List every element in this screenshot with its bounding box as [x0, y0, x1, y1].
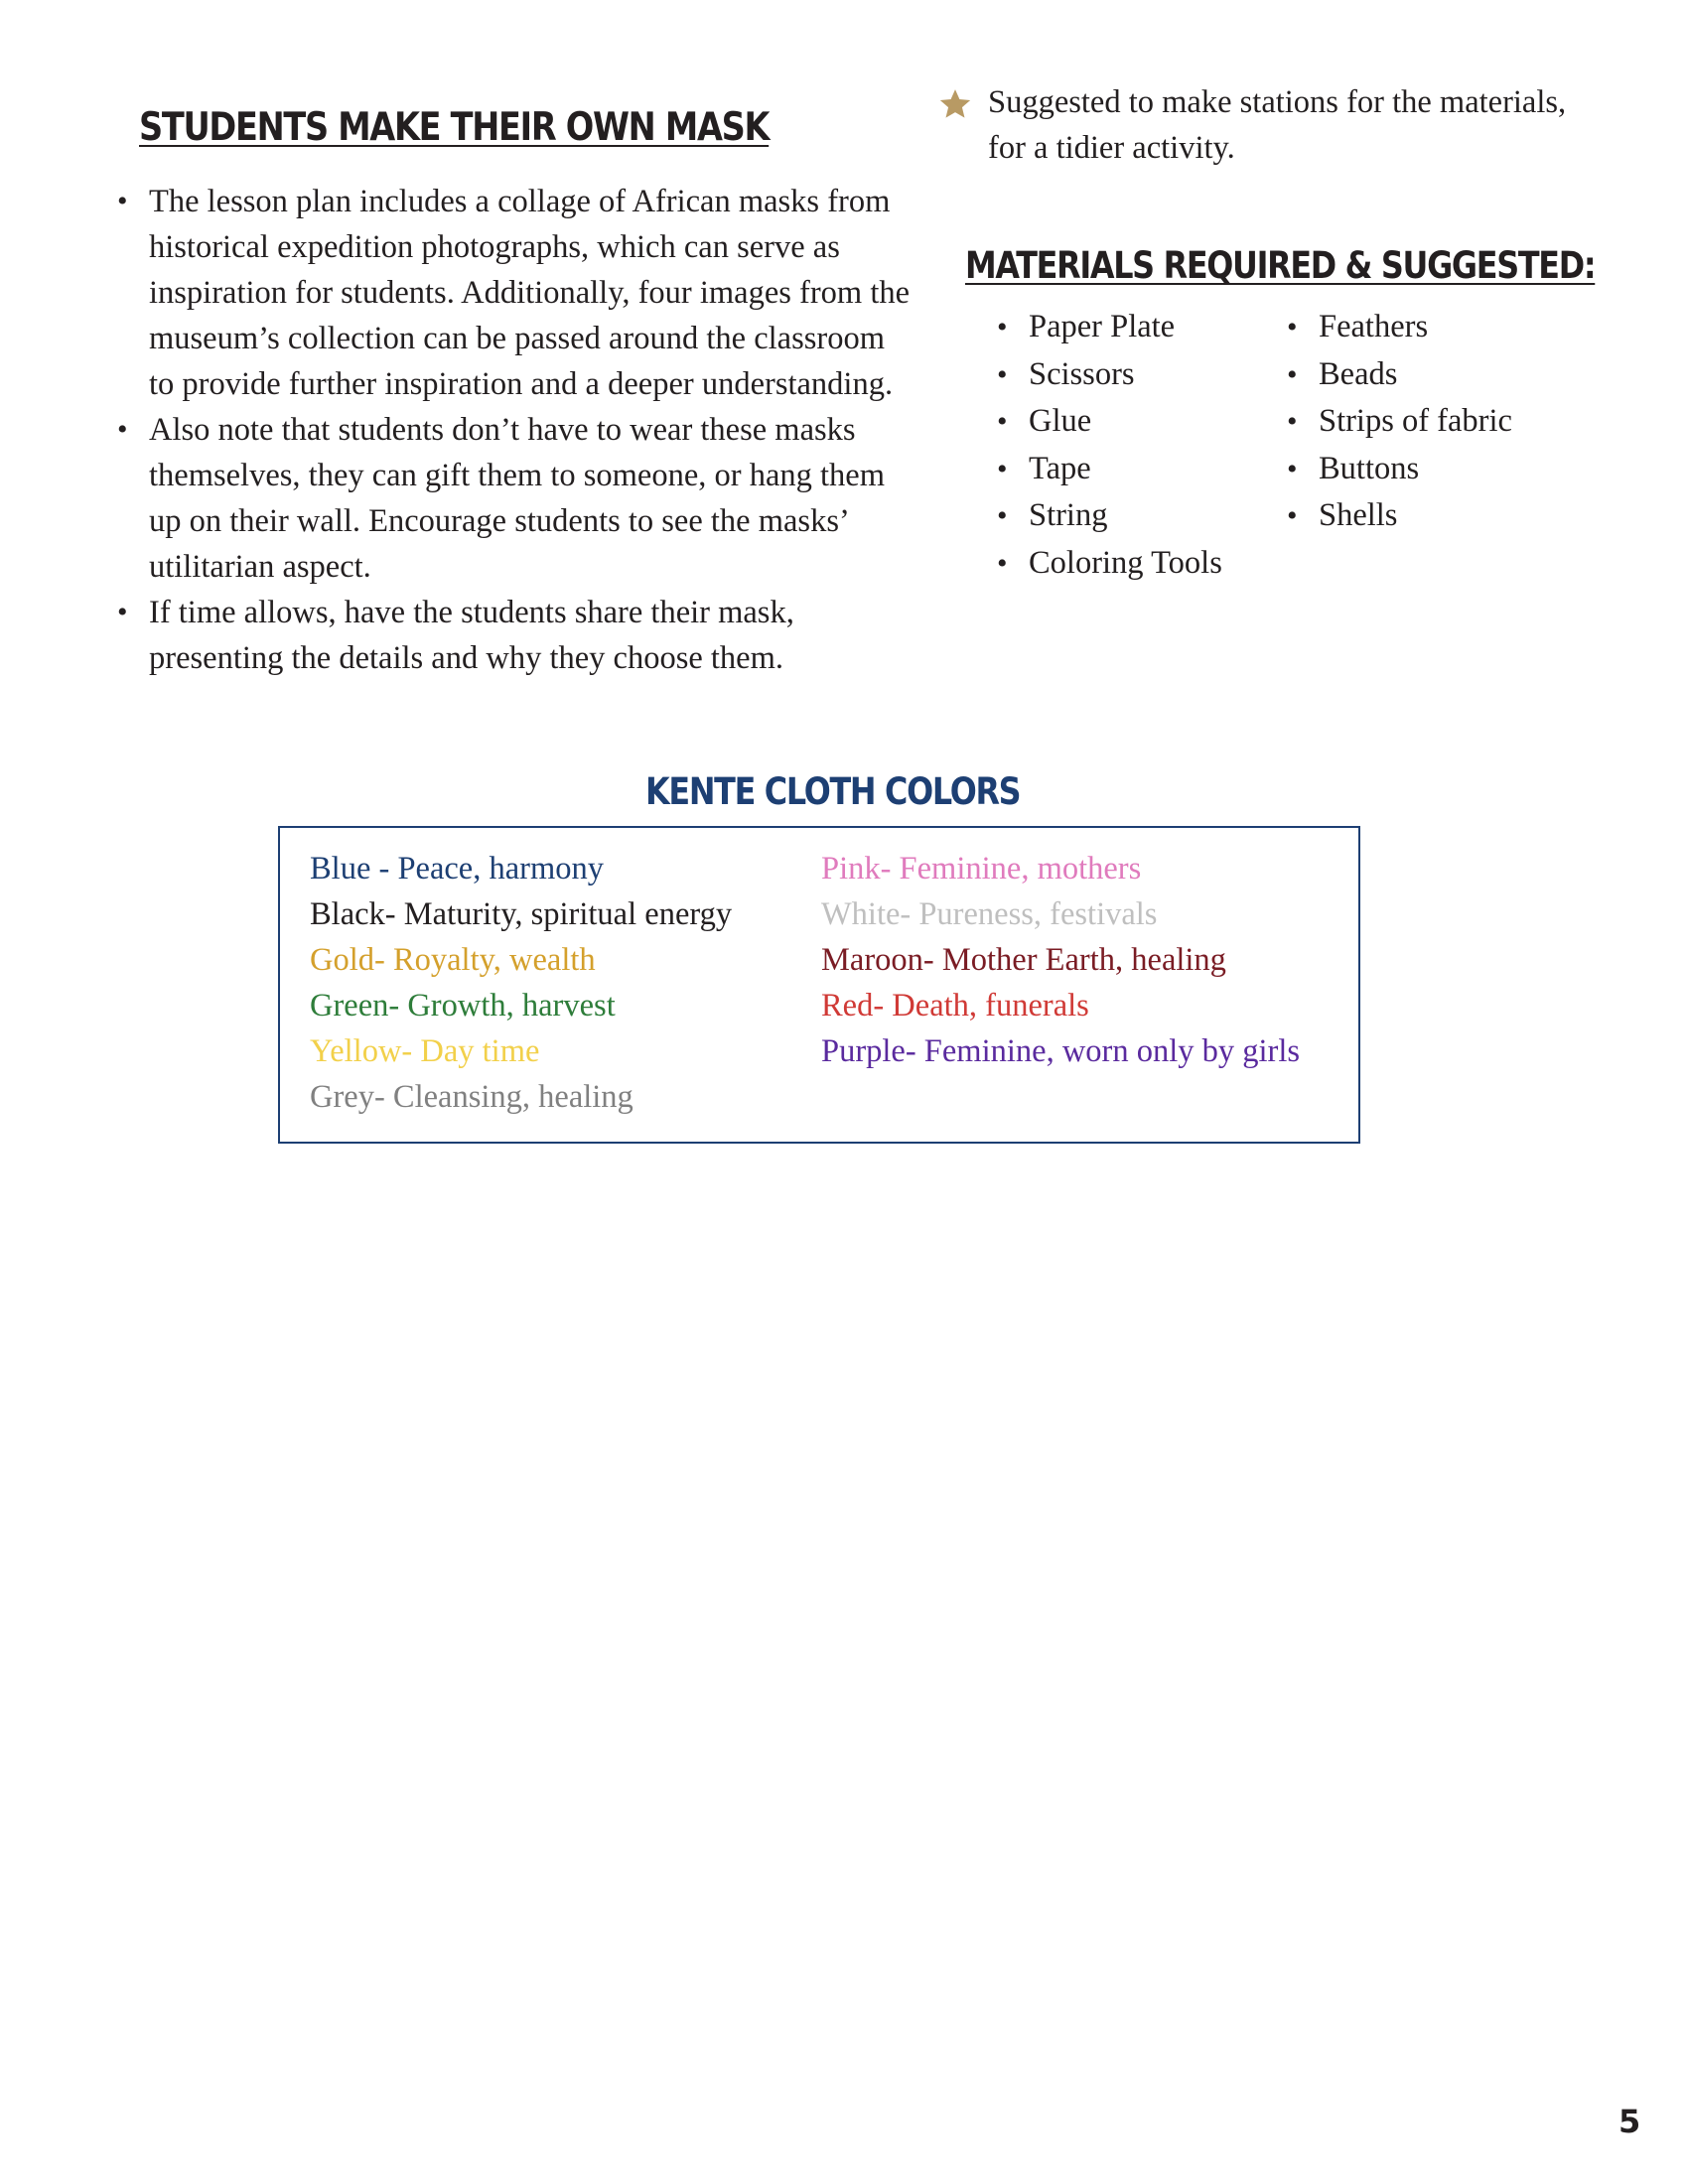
tip-note [938, 79, 1574, 171]
kente-color-entry: Grey- Cleansing, healing [310, 1079, 633, 1115]
material-item: • Beads [1287, 351, 1512, 399]
kente-color-entry: White- Pureness, festivals [821, 896, 1158, 932]
material-item: • Glue [997, 398, 1222, 446]
material-item: • Scissors [997, 351, 1222, 399]
kente-column-right [821, 846, 1300, 1074]
material-item: • Coloring Tools [997, 540, 1222, 588]
mask-section-heading: STUDENTS MAKE THEIR OWN MASK [139, 105, 770, 150]
materials-list-right [1287, 304, 1512, 540]
materials-heading: MATERIALS REQUIRED & SUGGESTED: [965, 244, 1596, 287]
kente-color-entry: Blue - Peace, harmony [310, 851, 605, 887]
star-icon [938, 79, 974, 125]
kente-color-entry: Pink- Feminine, mothers [821, 851, 1142, 887]
kente-color-entry: Yellow- Day time [310, 1033, 540, 1069]
kente-column-left [310, 846, 732, 1120]
materials-list-left [997, 304, 1222, 587]
mask-bullet-3: • If time allows, have the students share their mask, presenting the details and why they choose them. [117, 590, 912, 681]
kente-heading: KENTE CLOTH COLORS [645, 770, 1021, 813]
kente-color-entry: Green- Growth, harvest [310, 988, 616, 1024]
material-item: • Paper Plate [997, 304, 1222, 351]
material-item: • Buttons [1287, 446, 1512, 493]
kente-color-entry: Gold- Royalty, wealth [310, 942, 596, 978]
mask-bullet-1: • The lesson plan includes a collage of African masks from historical expedition photographs, which can serve as inspiration for students. Additionally, four images from the museum’s collection can be passed around the classroom to provide further inspiration and a deeper understanding. [117, 179, 912, 407]
mask-instructions-list [117, 179, 912, 681]
page-number: 5 [1618, 2103, 1641, 2140]
material-item: • String [997, 492, 1222, 540]
kente-color-entry: Red- Death, funerals [821, 988, 1089, 1024]
kente-colors-box [278, 826, 1360, 1144]
material-item: • Tape [997, 446, 1222, 493]
tip-text: Suggested to make stations for the materials, for a tidier activity. [988, 84, 1567, 166]
material-item: • Strips of fabric [1287, 398, 1512, 446]
kente-color-entry: Purple- Feminine, worn only by girls [821, 1033, 1301, 1069]
mask-bullet-2: • Also note that students don’t have to wear these masks themselves, they can gift them to someone, or hang them up on their wall. Encourage students to see the masks’ utilitarian aspect. [117, 407, 912, 590]
material-item: • Feathers [1287, 304, 1512, 351]
kente-color-entry: Black- Maturity, spiritual energy [310, 896, 733, 932]
kente-color-entry: Maroon- Mother Earth, healing [821, 942, 1226, 978]
material-item: • Shells [1287, 492, 1512, 540]
